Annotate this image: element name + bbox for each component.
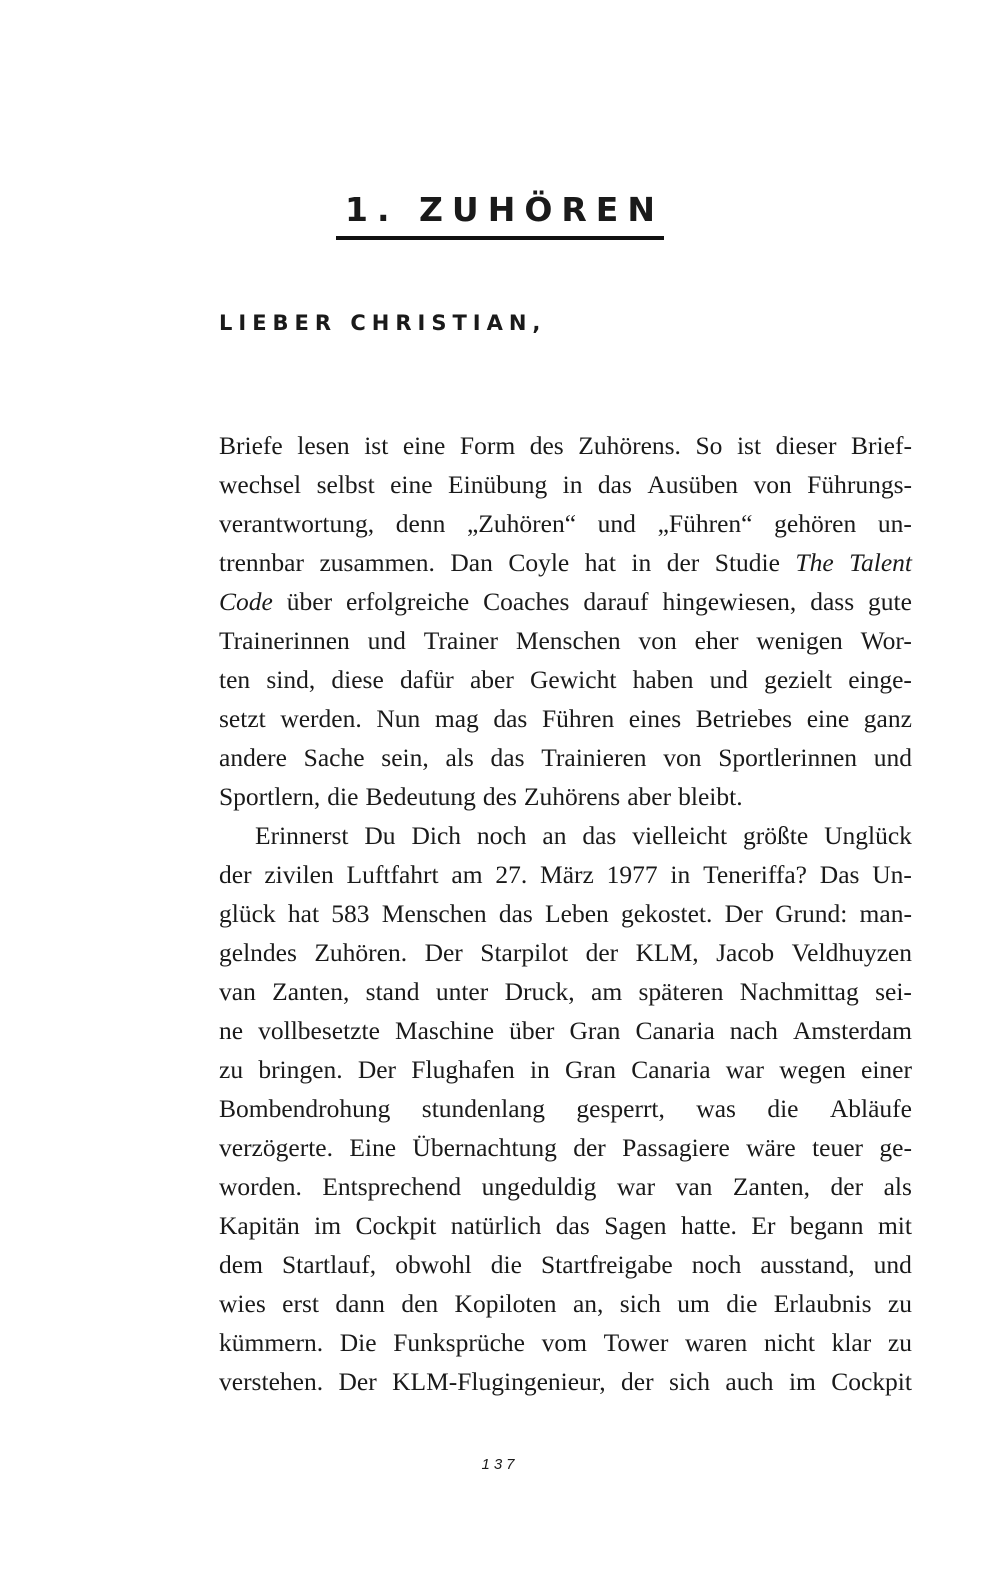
page-number: 137 xyxy=(481,1456,519,1473)
body-text xyxy=(219,426,912,1401)
text-line: wies erst dann den Kopiloten an, sich um die Erlaubnis zu xyxy=(219,1289,912,1318)
text-line: Sportlern, die Bedeutung des Zuhörens aber bleibt. xyxy=(219,782,743,811)
text-line: verantwortung, denn „Zuhören“ und „Führen“ gehören un- xyxy=(219,509,912,538)
text-line: wechsel selbst eine Einübung in das Ausüben von Führungs- xyxy=(219,470,912,499)
chapter-title-text: 1. ZUHÖREN xyxy=(336,190,664,240)
text-line: andere Sache sein, als das Trainieren von Sportlerinnen und xyxy=(219,743,912,772)
text-line: glück hat 583 Menschen das Leben gekostet. Der Grund: man- xyxy=(219,899,912,928)
text-line: trennbar zusammen. Dan Coyle hat in der Studie The Talent xyxy=(219,548,912,577)
text-line: dem Startlauf, obwohl die Startfreigabe noch ausstand, und xyxy=(219,1250,912,1279)
text-line: ten sind, diese dafür aber Gewicht haben und gezielt einge- xyxy=(219,665,912,694)
text-line: verzögerte. Eine Übernachtung der Passagiere wäre teuer ge- xyxy=(219,1133,912,1162)
text-line: setzt werden. Nun mag das Führen eines Betriebes eine ganz xyxy=(219,704,912,733)
text-line: gelndes Zuhören. Der Starpilot der KLM, Jacob Veldhuyzen xyxy=(219,938,912,967)
text-line: verstehen. Der KLM-Flugingenieur, der sich auch im Cockpit xyxy=(219,1367,912,1396)
text-line: Briefe lesen ist eine Form des Zuhörens. So ist dieser Brief- xyxy=(219,431,912,460)
text-line: Kapitän im Cockpit natürlich das Sagen hatte. Er begann mit xyxy=(219,1211,912,1240)
text-line: worden. Entsprechend ungeduldig war van Zanten, der als xyxy=(219,1172,912,1201)
text-line: Code über erfolgreiche Coaches darauf hingewiesen, dass gute xyxy=(219,587,912,616)
text-line: ne vollbesetzte Maschine über Gran Canaria nach Amsterdam xyxy=(219,1016,912,1045)
text-line: Bombendrohung stundenlang gesperrt, was die Abläufe xyxy=(219,1094,912,1123)
text-line: zu bringen. Der Flughafen in Gran Canaria war wegen einer xyxy=(219,1055,912,1084)
text-line: Erinnerst Du Dich noch an das vielleicht größte Unglück xyxy=(255,821,912,850)
text-line: van Zanten, stand unter Druck, am späteren Nachmittag sei- xyxy=(219,977,912,1006)
letter-salutation: LIEBER CHRISTIAN, xyxy=(219,311,547,335)
text-line: Trainerinnen und Trainer Menschen von eher wenigen Wor- xyxy=(219,626,912,655)
text-line: der zivilen Luftfahrt am 27. März 1977 in Teneriffa? Das Un- xyxy=(219,860,912,889)
chapter-title xyxy=(0,190,1000,240)
text-line: kümmern. Die Funksprüche vom Tower waren nicht klar zu xyxy=(219,1328,912,1357)
